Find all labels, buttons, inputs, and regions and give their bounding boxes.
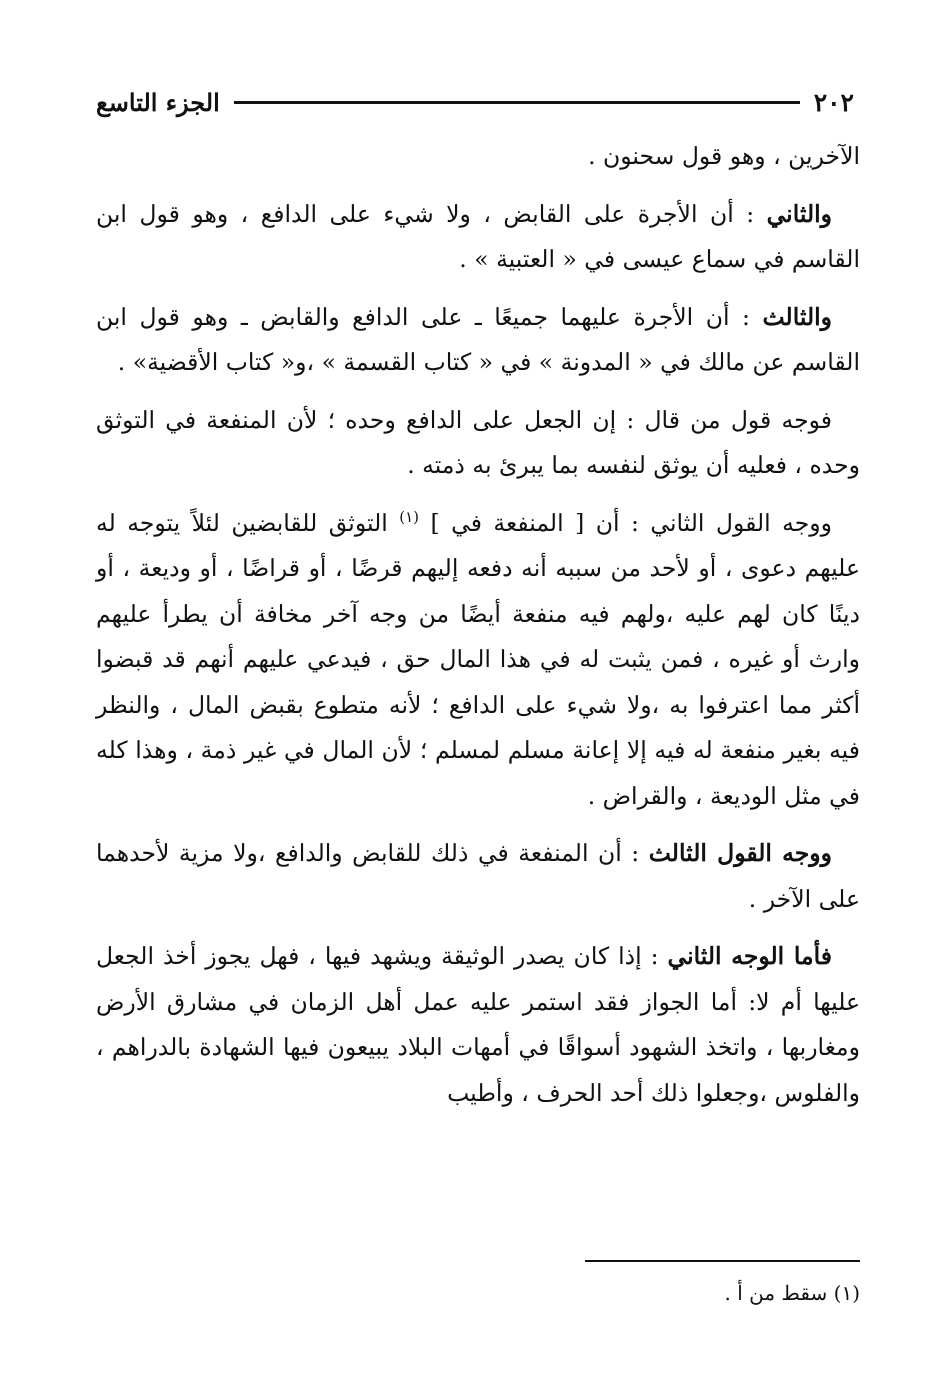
- paragraph-3-text: : أن الأجرة عليهما جميعًا ـ على الدافع والقابض ـ وهو قول ابن القاسم عن مالك في « المدونة » في « كتاب القسمة » ،و« كتاب الأقضية» .: [96, 302, 860, 376]
- paragraph-7: [96, 934, 860, 1116]
- paragraph-5-text-before: ووجه القول الثاني : أن [ المنفعة في ]: [419, 508, 832, 537]
- paragraph-3: [96, 295, 860, 386]
- paragraph-2-text: : أن الأجرة على القابض ، ولا شيء على الدافع ، وهو قول ابن القاسم في سماع عيسى في « العتبية » .: [96, 199, 860, 273]
- paragraph-5-text-after: التوثق للقابضين لئلاً يتوجه له عليهم دعوى ، أو لأحد من سببه أنه دفعه إليهم قرضًا ، أو قراضًا ، أو وديعة ، أو دينًا كان لهم عليه ،ولهم فيه منفعة أيضًا من وجه آخر مخافة أن يطرأ عليهم وارث أو غيره ، فمن يثبت له في هذا المال حق ، فيدعي عليهم أنهم قد قبضوا أكثر مما اعترفوا به ،ولا شيء على الدافع ؛ لأنه متطوع بقبض المال ، والنظر فيه بغير منفعة له فيه إلا إعانة مسلم لمسلم ؛ لأن المال في غير ذمة ، وهذا كله في مثل الوديعة ، والقراض .: [96, 508, 860, 810]
- running-head: الجزء التاسع: [96, 87, 220, 117]
- paragraph-5: [96, 501, 860, 820]
- paragraph-2: [96, 192, 860, 283]
- footnote-reference: (١): [399, 507, 420, 526]
- paragraph-2-lead: والثاني: [766, 199, 832, 228]
- paragraph-7-text: : إذا كان يصدر الوثيقة ويشهد فيها ، فهل يجوز أخذ الجعل عليها أم لا: أما الجواز فقد استمر عليه عمل أهل الزمان في مشارق الأرض ومغاربها ، واتخذ الشهود أسواقًا في أمهات البلاد يبيعون فيها الشهادة بالدراهم ، والفلوس ،وجعلوا ذلك أحد الحرف ، وأطيب: [96, 942, 860, 1107]
- paragraph-6: [96, 831, 860, 922]
- paragraph-1: [96, 134, 860, 180]
- paragraph-6-text: : أن المنفعة في ذلك للقابض والدافع ،ولا مزية لأحدهما على الآخر .: [96, 839, 860, 913]
- header-rule: [234, 101, 800, 104]
- paragraph-1-text: الآخرين ، وهو قول سحنون .: [588, 142, 860, 170]
- paragraph-7-lead: فأما الوجه الثاني: [667, 942, 832, 970]
- body-text: [96, 134, 860, 1128]
- paragraph-6-lead: ووجه القول الثالث: [648, 839, 832, 867]
- footnote: [96, 1276, 860, 1310]
- page-header: [96, 82, 854, 122]
- paragraph-3-lead: والثالث: [762, 302, 832, 331]
- footnote-text: (١) سقط من أ .: [724, 1281, 860, 1305]
- paragraph-4-text: فوجه قول من قال : إن الجعل على الدافع وحده ؛ لأن المنفعة في التوثق وحده ، فعليه أن يوثق لنفسه بما يبرئ به ذمته .: [96, 405, 860, 479]
- paragraph-4: [96, 398, 860, 489]
- footnote-rule: [585, 1260, 860, 1262]
- page-number: ٢٠٢: [813, 87, 854, 117]
